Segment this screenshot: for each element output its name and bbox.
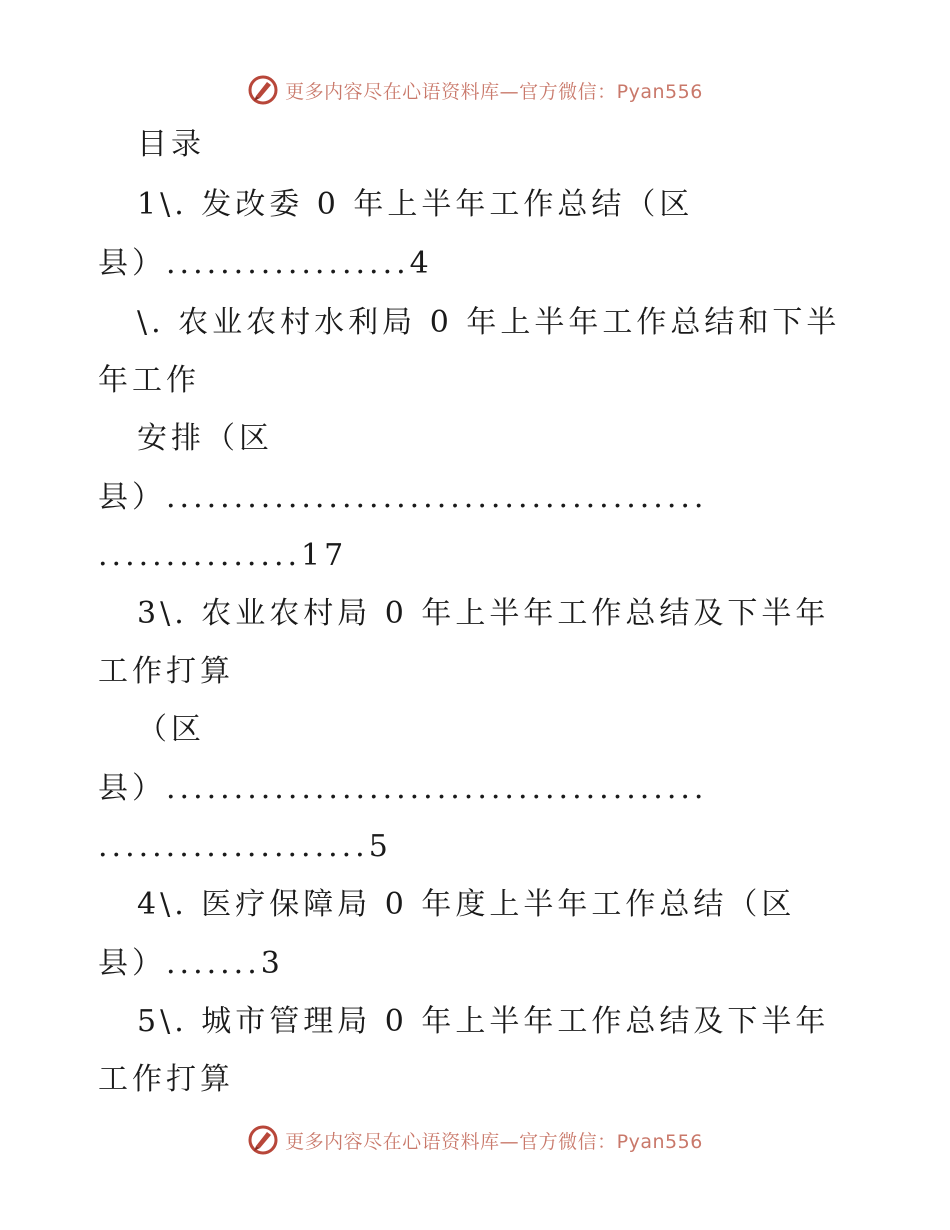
toc-entry-4-title: 4\. 医疗保障局 0 年度上半年工作总结（区 xyxy=(137,887,796,922)
red-quill-seal-icon xyxy=(247,74,279,106)
toc-entry-4-page: 县）.......3 xyxy=(98,946,284,981)
toc-entry-2-page: ...............17 xyxy=(98,538,348,573)
toc-entry-2-leader: 县）........................................ xyxy=(98,480,708,515)
red-quill-seal-icon xyxy=(247,1124,279,1156)
toc-entry-3-title-cont: 工作打算 xyxy=(98,654,234,689)
toc-entry-3-leader: 县）........................................ xyxy=(98,771,708,806)
toc-entry-3-title: 3\. 农业农村局 0 年上半年工作总结及下半年 xyxy=(137,596,830,631)
footer-watermark-text: 更多内容尽在心语资料库—官方微信：Pyan556 xyxy=(285,1130,703,1153)
footer-watermark-banner xyxy=(0,1120,950,1160)
header-watermark-banner xyxy=(0,70,950,110)
toc-entry-2-title: \. 农业农村水利局 0 年上半年工作总结和下半 xyxy=(137,305,841,340)
toc-entry-5-title-cont: 工作打算 xyxy=(98,1062,234,1097)
toc-entry-1-title: 1\. 发改委 0 年上半年工作总结（区 xyxy=(137,187,694,222)
toc-entry-2-title-cont2: 安排（区 xyxy=(137,421,273,456)
toc-entry-3-title-cont2: （区 xyxy=(137,712,205,747)
toc-entry-2-title-cont: 年工作 xyxy=(98,363,200,398)
header-watermark-text: 更多内容尽在心语资料库—官方微信：Pyan556 xyxy=(285,80,703,103)
toc-entry-3-page: ....................5 xyxy=(98,829,392,864)
toc-entry-5-title: 5\. 城市管理局 0 年上半年工作总结及下半年 xyxy=(137,1004,830,1039)
toc-title: 目录 xyxy=(137,127,205,162)
toc-entry-1-page: 县）..................4 xyxy=(98,246,433,281)
